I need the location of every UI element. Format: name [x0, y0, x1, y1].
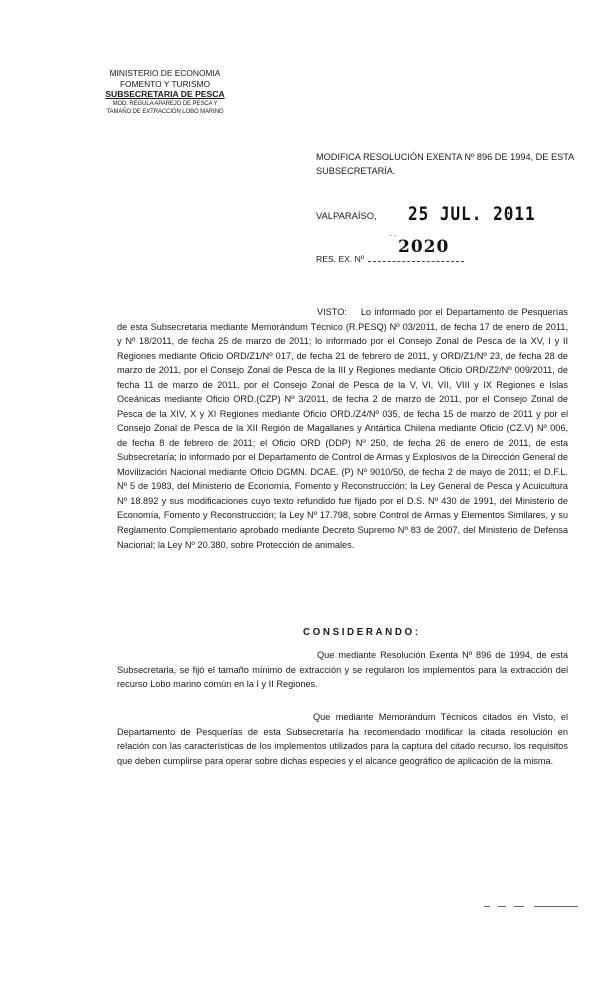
resolution-number-blank [368, 261, 464, 262]
visto-text: Lo informado por el Departamento de Pesquerías de esta Subsecretaria mediante Memorándum Técnico (R.PESQ) Nº 03/2011, de fecha 17 de enero de 2011, y Nº 18/2011, de fecha 25 de marzo de 2011; lo informado por el Consejo Zonal de Pesca de la XV, I y II Regiones mediante Oficio ORD/Z1/Nº 017, de fecha 21 de febrero de 2011, y ORD/Z1/Nº 23, de fecha 28 de marzo de 2011, por el Consejo Zonal de Pesca de la III y Regiones mediante Oficio ORD/Z2/Nº 009/2011, de fecha 11 de marzo de 2011, por el Consejo Zonal de Pesca de la V, VI, VII, VIII y IX Regiones e Islas Oceánicas mediante Oficio ORD.(CZP) Nº 3/2011, de fecha 2 de marzo de 2011, por el Consejo Zonal de Pesca de la XIV, X y XI Regiones mediante Oficio ORD./Z4/Nº 035, de fecha 15 de marzo de 2011 y por el Consejo Zonal de Pesca de la XII Región de Magallanes y Antártica Chilena mediante Oficio (CZ.V) Nº 006, de fecha 8 de febrero de 2011; el Oficio ORD (DDP) Nº 250, de fecha 26 de enero de 2011, de esta Subsecretaría; lo informado por el Departamento de Control de Armas y Explosivos de la Dirección General de Movilización Nacional mediante Oficio DGMN. DCAE. (P) Nº 9010/50, de fecha 2 de mayo de 2011; el D.F.L. Nº 5 de 1983, del Ministerio de Economía, Fomento y Reconstrucción; la Ley General de Pesca y Acuicultura Nº 18.892 y sus modificaciones cuyo texto refundido fue fijado por el D.S. Nº 430 de 1991, del Ministerio de Economía, Fomento y Reconstrucción; la Ley Nº 17.798, sobre Control de Armas y Elementos Similares, y su Reglamento Complementario aprobado mediante Decreto Supremo Nº 83 de 2007, del Ministerio de Defensa Nacional; la Ley Nº 20.380, sobre Protección de animales. [117, 307, 568, 550]
resolution-label: RES. EX. Nº [316, 254, 365, 264]
considerando-paragraph-2 [117, 710, 568, 768]
visto-paragraph [117, 305, 568, 552]
document-subject: MODIFICA RESOLUCIÓN EXENTA Nº 896 DE 1994, DE ESTA SUBSECRETARÍA. [316, 152, 574, 177]
considerando-paragraph-1 [117, 648, 568, 692]
considerando-text-2: Que mediante Memorándum Técnicos citados en Visto, el Departamento de Pesquerías de esta Subsecretaría ha recomendado modificar la citada resolución en relación con las características de los implementos utilizados para la captura del citado recurso, los requisitos que deben cumplirse para operar sobre dichas especies y el alcance geográfico de aplicación de la misma. [117, 712, 568, 766]
letterhead [80, 68, 250, 116]
ministry-name-line1: MINISTERIO DE ECONOMIA [109, 68, 221, 78]
place-label: VALPARAÍSO, [316, 210, 377, 221]
reference-line2: TAMAÑO DE EXTRACCIÓN LOBO MARINO [106, 108, 224, 115]
subsecretaria-name: SUBSECRETARIA DE PESCA [105, 89, 225, 99]
considerando-text-1: Que mediante Resolución Exenta Nº 896 de 1994, de esta Subsecretaria, se fijó el tamaño mínimo de extracción y se regularon los implementos para la extracción del recurso Lobo marino común en la I y II Regiones. [117, 650, 568, 690]
resolution-number-line [316, 233, 576, 265]
date-stamp: 25 JUL. 2011 [408, 202, 536, 225]
ministry-name-line2: FOMENTO Y TURISMO [119, 78, 211, 89]
visto-lead: VISTO: [317, 307, 347, 317]
place-date-line [316, 199, 576, 223]
considerando-heading: CONSIDERANDO: [303, 627, 421, 638]
resolution-number-stamp: 2020 [398, 237, 450, 257]
footer-dash-marks [484, 906, 580, 912]
reference-line1: MOD. REGULA APAREJO DE PESCA Y [112, 100, 218, 107]
stamp-tick-mark: - - [390, 233, 397, 240]
